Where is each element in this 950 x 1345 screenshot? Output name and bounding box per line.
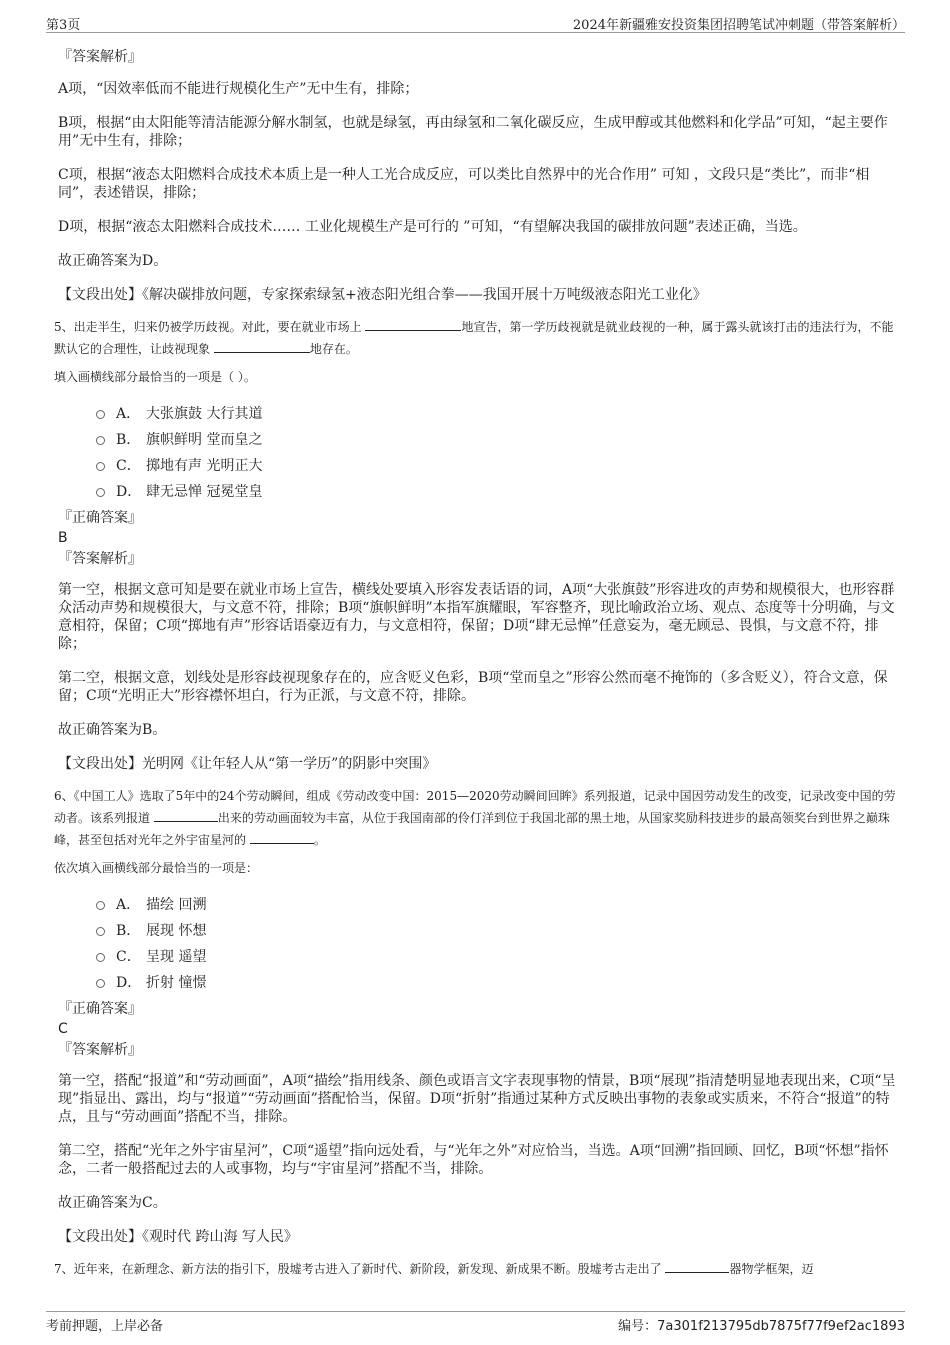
question-prompt: 依次填入画横线部分最恰当的一项是： <box>54 861 259 875</box>
page-footer <box>0 1305 950 1345</box>
document-title: 2024年新疆雅安投资集团招聘笔试冲刺题（带答案解析） <box>572 18 905 33</box>
analysis-paragraph: 第一空，搭配“报道”和“劳动画面”，A项“描绘”指用线条、颜色或语言文字表现事物的情景，B项“展现”指清楚明显地表现出来，C项“呈现”指显出、露出，均与“报道”“劳动画面”搭配恰当，保留。D项“折射”指通过某种方式反映出事物的表象或实质来，不符合“报道”的特点，且与“劳动画面”搭配不当，排除。 <box>58 1073 896 1125</box>
question-prompt: 填入画横线部分最恰当的一项是（ ）。 <box>54 370 256 384</box>
option-list <box>58 401 898 505</box>
radio-button[interactable] <box>96 462 105 471</box>
footer-slogan: 考前押题，上岸必备 <box>46 1319 164 1334</box>
radio-button[interactable] <box>96 436 105 445</box>
analysis-paragraph: B项，根据“由太阳能等清洁能源分解水制氢，也就是绿氢，再由绿氢和二氧化碳反应，生成甲醇或其他燃料和化学品”可知，“起主要作用”无中生有，排除； <box>58 115 888 149</box>
fill-blank <box>665 1260 729 1273</box>
radio-button[interactable] <box>96 979 105 988</box>
radio-button[interactable] <box>96 901 105 910</box>
analysis-label: 『答案解析』 <box>58 551 142 567</box>
radio-button[interactable] <box>96 488 105 497</box>
conclusion: 故正确答案为D。 <box>58 253 168 269</box>
page-number: 第3页 <box>46 18 81 33</box>
option-b[interactable]: B． 旗帜鲜明 堂而皇之 <box>58 427 898 453</box>
conclusion: 故正确答案为C。 <box>58 1195 167 1211</box>
conclusion: 故正确答案为B。 <box>58 722 167 738</box>
fill-blank <box>250 831 314 844</box>
analysis-paragraph: 第二空，搭配“光年之外宇宙星河”，C项“遥望”指向远处看，与“光年之外”对应恰当，当选。A项“回溯”指回顾、回忆，B项“怀想”指怀念，二者一般搭配过去的人或事物，均与“宇宙星河”搭配不当，排除。 <box>58 1143 889 1177</box>
option-c[interactable]: C． 呈现 遥望 <box>58 944 898 970</box>
analysis-paragraph: A项，“因效率低而不能进行规模化生产”无中生有，排除； <box>58 81 419 97</box>
option-d[interactable]: D． 肆无忌惮 冠冕堂皇 <box>58 479 898 505</box>
correct-answer-label: 『正确答案』 <box>58 510 142 526</box>
header-divider <box>46 32 905 33</box>
radio-button[interactable] <box>96 953 105 962</box>
option-a[interactable]: A． 大张旗鼓 大行其道 <box>58 401 898 427</box>
fill-blank <box>214 340 310 353</box>
fill-blank <box>154 809 218 822</box>
footer-divider <box>46 1311 905 1312</box>
radio-button[interactable] <box>96 410 105 419</box>
option-list <box>58 892 898 996</box>
question-stem: 6、《中国工人》选取了5年中的24个劳动瞬间，组成《劳动改变中国：2015—2020劳动瞬间回眸》系列报道，记录中国因劳动发生的改变，记录改变中国的劳动者。该系列报道 出来的劳动画面较为丰富，从位于我国南部的伶仃洋到位于我国北部的黑土地，从国家奖励科技进步的最高领奖台到世界之巅珠峰，甚至包括对光年之外宇宙星河的 。 <box>54 789 896 847</box>
option-a[interactable]: A． 描绘 回溯 <box>58 892 898 918</box>
fill-blank <box>365 318 461 331</box>
radio-button[interactable] <box>96 927 105 936</box>
source-citation: 【文段出处】《解决碳排放问题，专家探索绿氢+液态阳光组合拳——我国开展十万吨级液态阳光工业化》 <box>58 287 707 303</box>
correct-answer-label: 『正确答案』 <box>58 1001 142 1017</box>
option-b[interactable]: B． 展现 怀想 <box>58 918 898 944</box>
analysis-paragraph: D项，根据“液态太阳燃料合成技术…… 工业化规模生产是可行的 ”可知，“有望解决我国的碳排放问题”表述正确，当选。 <box>58 219 807 235</box>
page-content <box>54 42 898 1280</box>
question-stem: 7、近年来，在新理念、新方法的指引下，殷墟考古进入了新时代、新阶段，新发现、新成果不断。殷墟考古走出了 器物学框架，迈 <box>54 1262 814 1276</box>
analysis-paragraph: C项，根据“液态太阳燃料合成技术本质上是一种人工光合成反应，可以类比自然界中的光合作用” 可知 ，文段只是“类比”，而非“相同”，表述错误，排除； <box>58 167 870 201</box>
analysis-paragraph: 第二空，根据文意，划线处是形容歧视现象存在的，应含贬义色彩，B项“堂而皇之”形容公然而毫不掩饰的（多含贬义），符合文意，保留；C项“光明正大”形容襟怀坦白，行为正派，与文意不符，排除。 <box>58 670 888 704</box>
option-d[interactable]: D． 折射 憧憬 <box>58 970 898 996</box>
question-stem: 5、出走半生，归来仍被学历歧视。对此，要在就业市场上 地宣告，第一学历歧视就是就业歧视的一种，属于露头就该打击的违法行为，不能默认它的合理性，让歧视现象 地存在。 <box>54 320 894 356</box>
source-citation: 【文段出处】《观时代 跨山海 写人民》 <box>58 1229 298 1245</box>
page-header <box>0 0 950 32</box>
analysis-label: 『答案解析』 <box>58 1042 142 1058</box>
analysis-paragraph: 第一空，根据文意可知是要在就业市场上宣告，横线处要填入形容发表话语的词，A项“大张旗鼓”形容进攻的声势和规模很大，也形容群众活动声势和规模很大，与文意不符，排除；B项“旗帜鲜明”本指军旗耀眼，军容整齐，现比喻政治立场、观点、态度等十分明确，与文意相符，保留；C项“掷地有声”形容话语豪迈有力，与文意相符，保留；D项“肆无忌惮”任意妄为，毫无顾忌、畏惧，与文意不符，排除； <box>58 582 895 652</box>
option-c[interactable]: C． 掷地有声 光明正大 <box>58 453 898 479</box>
correct-answer: B <box>58 530 68 546</box>
analysis-label: 『答案解析』 <box>58 49 142 65</box>
source-citation: 【文段出处】光明网《让年轻人从“第一学历”的阴影中突围》 <box>58 756 437 772</box>
document-code: 编号：7a301f213795db7875f77f9ef2ac1893 <box>618 1319 905 1334</box>
correct-answer: C <box>58 1021 68 1037</box>
